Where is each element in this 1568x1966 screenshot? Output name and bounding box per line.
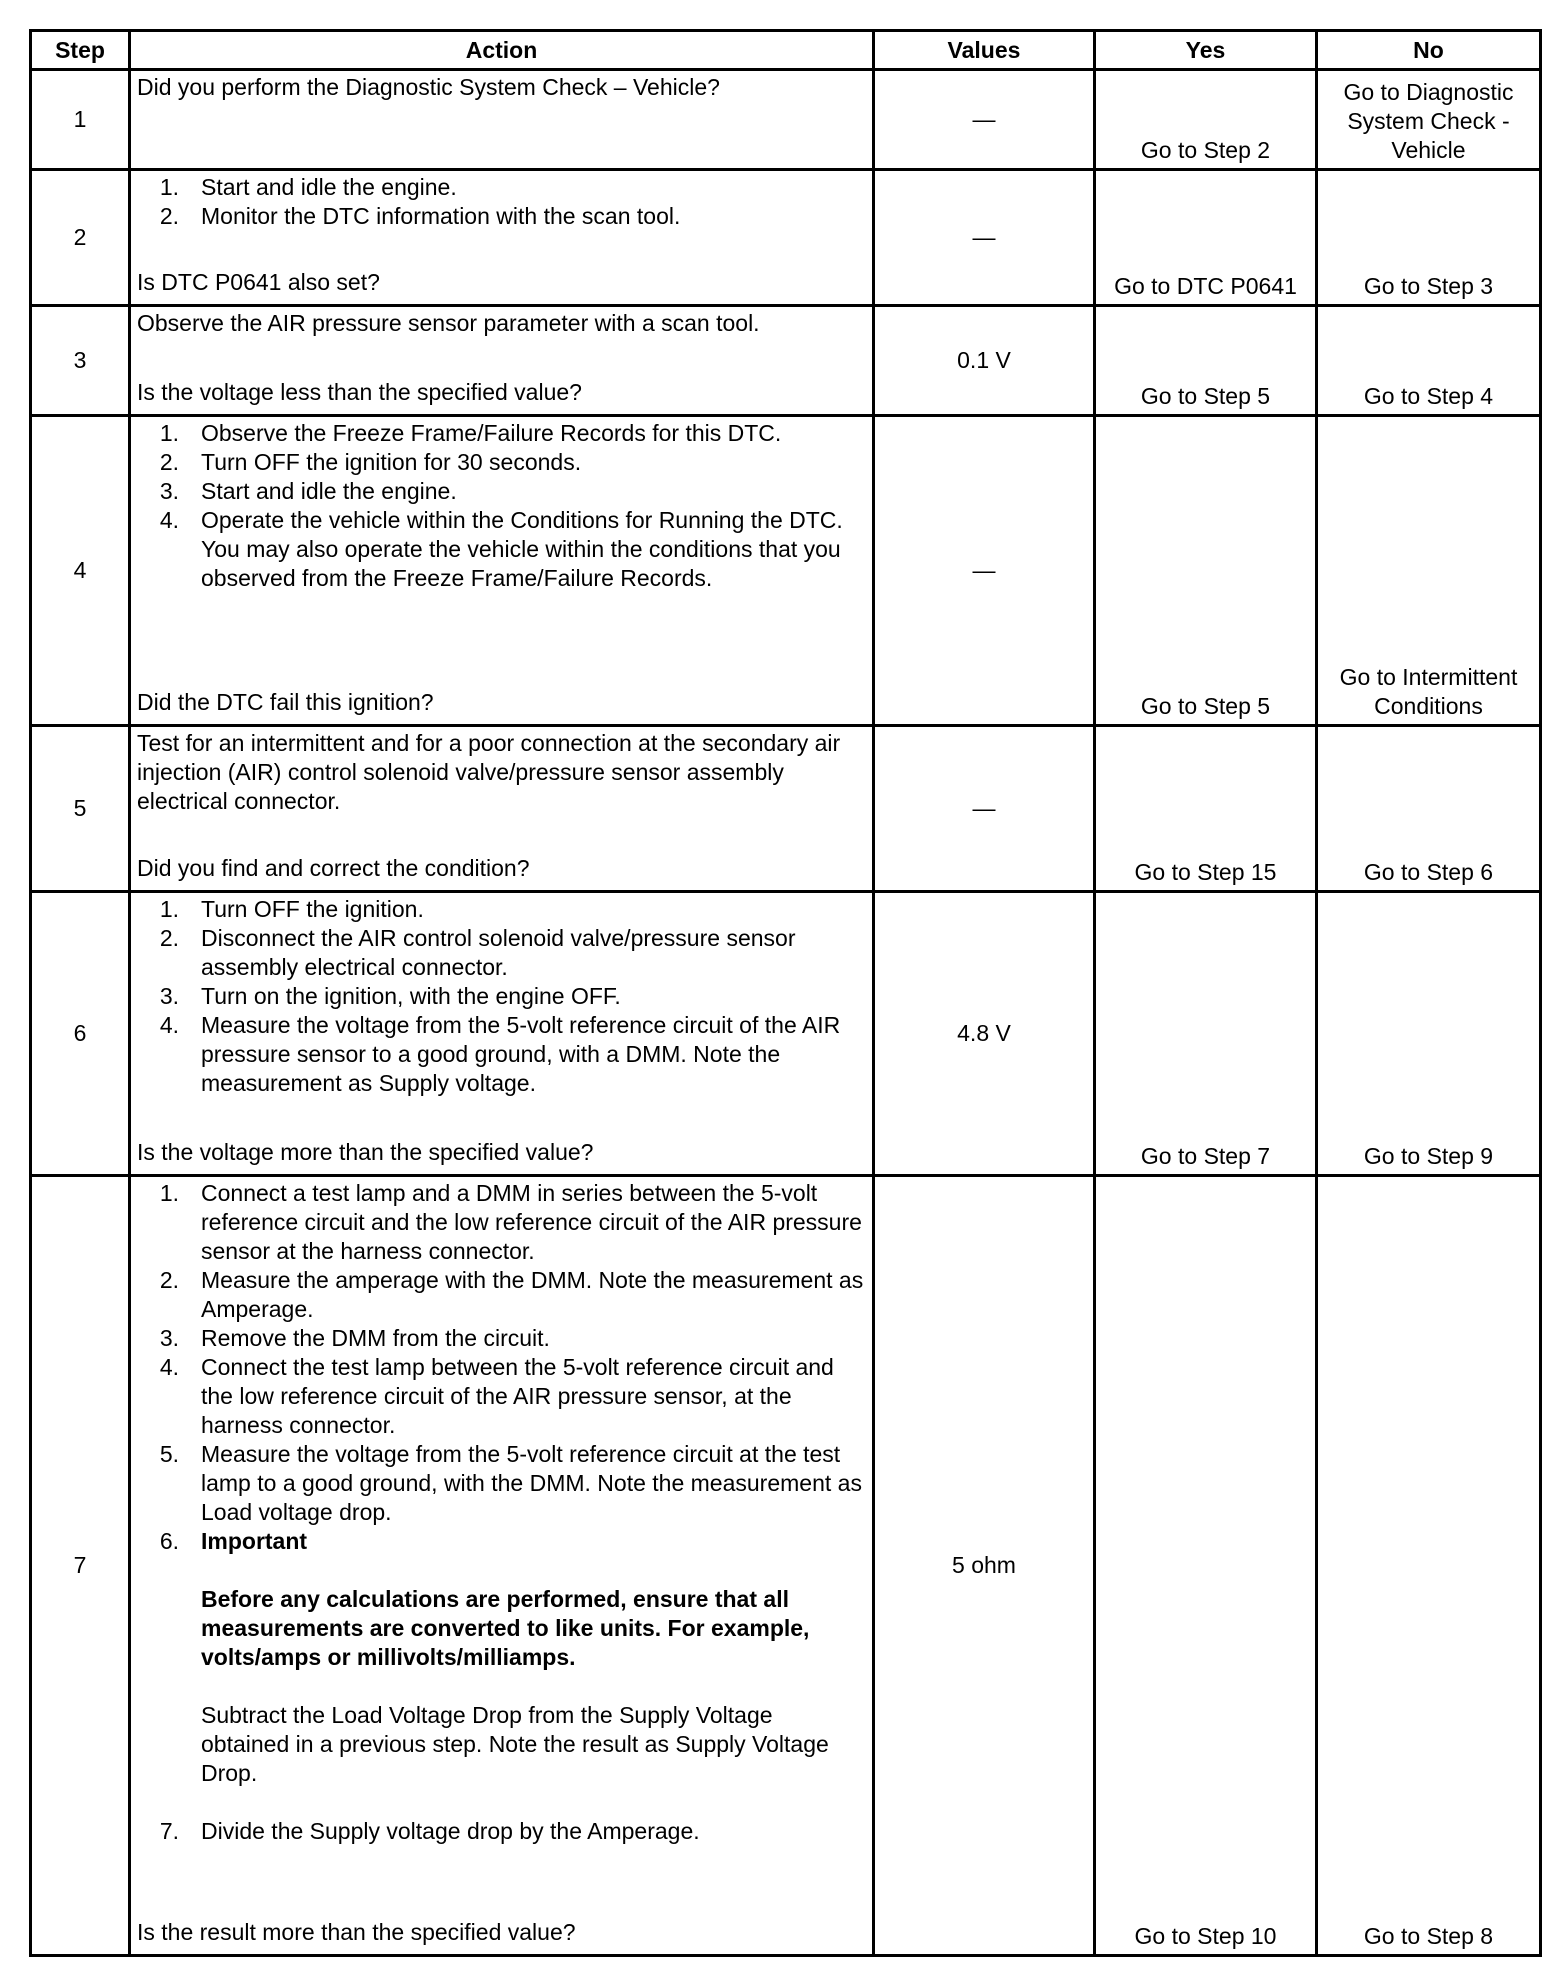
important-item: 6. Important Before any calculations are performed, ensure that all measurements are converted to like units. For example, volts/amps or millivolts/milliamps. Subtract the Load Voltage Drop from the Supply Voltage obtained in a previous step. Note the result as Supply Voltage Drop. <box>137 1527 866 1817</box>
step-number: 7 <box>31 1176 130 1956</box>
list-item: 3. Remove the DMM from the circuit. <box>159 1325 550 1351</box>
no-cell: Go to Step 8 <box>1317 1176 1541 1956</box>
action-text: Did you perform the Diagnostic System Check – Vehicle? <box>137 74 720 100</box>
list-item: 2. Monitor the DTC information with the scan tool. <box>159 203 681 229</box>
no-line: Conditions <box>1374 693 1483 719</box>
table-row <box>31 306 1541 416</box>
no-cell: Go to Step 6 <box>1317 726 1541 892</box>
list-item: 3. Start and idle the engine. <box>159 478 457 504</box>
question-text: Did you find and correct the condition? <box>137 855 530 881</box>
step-number: 1 <box>31 70 130 170</box>
table-row <box>31 170 1541 306</box>
action-cell <box>130 726 874 892</box>
list-item: 2. Measure the amperage with the DMM. Note the measurement as Amperage. <box>159 1267 864 1322</box>
header-values: Values <box>874 31 1095 70</box>
action-text: Test for an intermittent and for a poor connection at the secondary air injection (AIR) control solenoid valve/pressure sensor assembly electrical connector. <box>137 730 841 814</box>
no-cell: Go to Step 3 <box>1317 170 1541 306</box>
header-yes: Yes <box>1095 31 1317 70</box>
no-line: System Check - <box>1347 108 1510 134</box>
no-cell <box>1317 70 1541 170</box>
substep-list <box>137 895 866 1098</box>
list-item: 7. Divide the Supply voltage drop by the Amperage. <box>159 1818 700 1844</box>
yes-cell: Go to Step 5 <box>1095 416 1317 726</box>
step-number: 4 <box>31 416 130 726</box>
list-item: 1. Connect a test lamp and a DMM in series between the 5-volt reference circuit and the low reference circuit of the AIR pressure sensor at the harness connector. <box>159 1180 862 1264</box>
list-item: 3. Turn on the ignition, with the engine OFF. <box>159 983 621 1009</box>
step-number: 5 <box>31 726 130 892</box>
question-text: Did the DTC fail this ignition? <box>137 689 434 715</box>
list-item: 2. Disconnect the AIR control solenoid valve/pressure sensor assembly electrical connector. <box>159 925 796 980</box>
list-item: 1. Start and idle the engine. <box>159 174 457 200</box>
important-label: Important <box>201 1528 308 1554</box>
list-item: 1. Turn OFF the ignition. <box>159 896 424 922</box>
substep-list <box>137 173 866 231</box>
no-line: Go to Diagnostic <box>1343 79 1514 105</box>
value-cell: — <box>874 726 1095 892</box>
list-item: 5. Measure the voltage from the 5-volt reference circuit at the test lamp to a good ground, with the DMM. Note the measurement as Load voltage drop. <box>159 1441 862 1525</box>
diagnostic-table <box>29 29 1542 1957</box>
value-cell: 4.8 V <box>874 892 1095 1176</box>
table-row <box>31 726 1541 892</box>
yes-cell: Go to Step 5 <box>1095 306 1317 416</box>
list-item: 4. Measure the voltage from the 5-volt reference circuit of the AIR pressure sensor to a good ground, with a DMM. Note the measurement as Supply voltage. <box>159 1012 841 1096</box>
question-text: Is the voltage more than the specified value? <box>137 1139 594 1165</box>
header-row <box>31 31 1541 70</box>
table-row <box>31 416 1541 726</box>
value-cell: — <box>874 170 1095 306</box>
no-cell: Go to Step 4 <box>1317 306 1541 416</box>
step-number: 2 <box>31 170 130 306</box>
substep-list <box>137 1179 866 1846</box>
action-cell <box>130 892 874 1176</box>
list-item: 4. Operate the vehicle within the Conditions for Running the DTC. You may also operate the vehicle within the conditions that you observed from the Freeze Frame/Failure Records. <box>159 507 843 591</box>
header-no: No <box>1317 31 1541 70</box>
action-cell <box>130 416 874 726</box>
table-row <box>31 892 1541 1176</box>
no-cell: Go to Step 9 <box>1317 892 1541 1176</box>
yes-cell: Go to Step 7 <box>1095 892 1317 1176</box>
step-number: 6 <box>31 892 130 1176</box>
action-cell <box>130 70 874 170</box>
diagnostic-table-container <box>29 29 1539 1957</box>
action-cell <box>130 170 874 306</box>
yes-cell: Go to Step 2 <box>1095 70 1317 170</box>
no-cell <box>1317 416 1541 726</box>
question-text: Is the result more than the specified value? <box>137 1919 576 1945</box>
value-cell: 0.1 V <box>874 306 1095 416</box>
no-line: Go to Intermittent <box>1339 664 1518 690</box>
table-row <box>31 70 1541 170</box>
yes-cell: Go to Step 15 <box>1095 726 1317 892</box>
list-item: 4. Connect the test lamp between the 5-volt reference circuit and the low reference circuit of the AIR pressure sensor, at the harness connector. <box>159 1354 834 1438</box>
instruction-note: Subtract the Load Voltage Drop from the Supply Voltage obtained in a previous step. Note the result as Supply Voltage Drop. <box>201 1702 829 1786</box>
value-cell: — <box>874 70 1095 170</box>
action-text: Observe the AIR pressure sensor parameter with a scan tool. <box>137 310 760 336</box>
header-step: Step <box>31 31 130 70</box>
value-cell: 5 ohm <box>874 1176 1095 1956</box>
important-note: Before any calculations are performed, ensure that all measurements are converted to like units. For example, volts/amps or millivolts/milliamps. <box>201 1586 810 1670</box>
substep-list <box>137 419 866 593</box>
list-item: 1. Observe the Freeze Frame/Failure Records for this DTC. <box>159 420 782 446</box>
action-cell <box>130 1176 874 1956</box>
table-row <box>31 1176 1541 1956</box>
list-item: 2. Turn OFF the ignition for 30 seconds. <box>159 449 582 475</box>
no-line: Vehicle <box>1391 137 1466 163</box>
value-cell: — <box>874 416 1095 726</box>
step-number: 3 <box>31 306 130 416</box>
question-text: Is the voltage less than the specified value? <box>137 379 582 405</box>
action-cell <box>130 306 874 416</box>
yes-cell: Go to DTC P0641 <box>1095 170 1317 306</box>
header-action: Action <box>130 31 874 70</box>
question-text: Is DTC P0641 also set? <box>137 269 380 295</box>
yes-cell: Go to Step 10 <box>1095 1176 1317 1956</box>
